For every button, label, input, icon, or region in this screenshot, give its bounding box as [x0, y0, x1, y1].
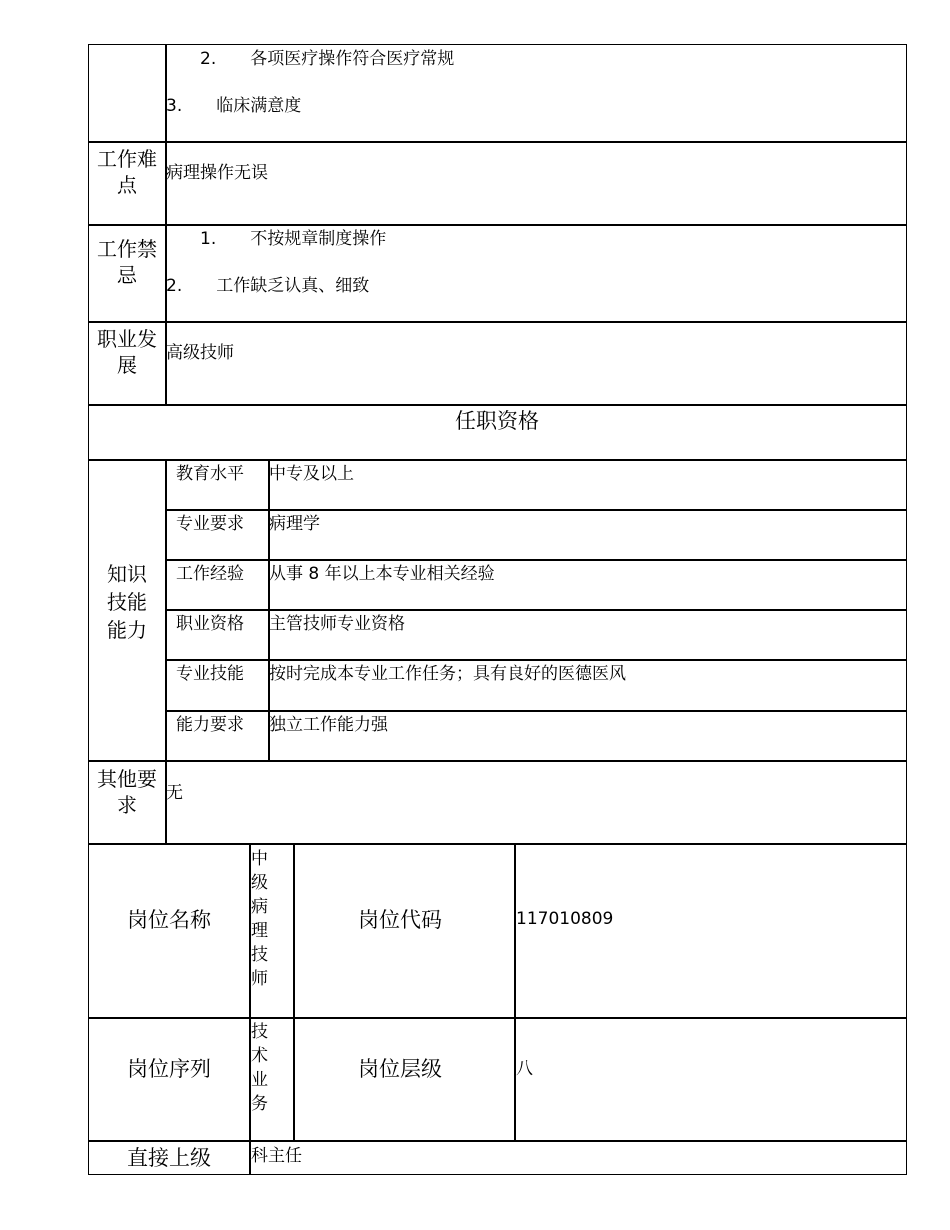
position-level-label: 岗位层级 — [358, 1057, 442, 1081]
knowledge-row-value: 独立工作能力强 — [269, 715, 388, 735]
knowledge-row-value: 从事 8 年以上本专业相关经验 — [269, 564, 495, 584]
responsibility-item-3: 3. 临床满意度 — [166, 96, 302, 116]
row-divider — [88, 1017, 907, 1019]
qualification-header: 任职资格 — [455, 409, 539, 433]
superior-value: 科主任 — [251, 1146, 302, 1166]
taboo-item-2: 2. 工作缺乏认真、细致 — [166, 276, 370, 296]
knowledge-label: 知识技能能力 — [107, 562, 147, 642]
subrow-divider — [166, 559, 907, 561]
knowledge-row-value: 按时完成本专业工作任务；具有良好的医德医风 — [269, 664, 626, 684]
career-label: 职业发展 — [97, 327, 157, 377]
subrow-divider — [166, 710, 907, 712]
knowledge-row-value: 中专及以上 — [269, 464, 354, 484]
position-level-value: 八 — [516, 1059, 533, 1079]
subrow-divider — [166, 609, 907, 611]
taboo-label: 工作禁忌 — [97, 237, 157, 287]
row-divider — [88, 321, 907, 323]
position-series-value: 技术业务 — [251, 1022, 268, 1114]
knowledge-row-value: 病理学 — [269, 514, 320, 534]
row-divider — [88, 404, 907, 406]
row-divider — [88, 459, 907, 461]
knowledge-row-name: 能力要求 — [176, 715, 244, 735]
row-divider — [88, 1140, 907, 1142]
knowledge-row-name: 专业技能 — [176, 664, 244, 684]
difficulty-label: 工作难点 — [97, 147, 157, 197]
row-divider — [88, 843, 907, 845]
knowledge-row-name: 专业要求 — [176, 514, 244, 534]
difficulty-value: 病理操作无误 — [166, 163, 268, 183]
career-value: 高级技师 — [166, 343, 234, 363]
position-code-value: 117010809 — [516, 909, 614, 929]
superior-label: 直接上级 — [127, 1146, 211, 1170]
position-column-divider — [293, 843, 295, 1141]
knowledge-row-name: 职业资格 — [176, 614, 244, 634]
position-name-value: 中级病理技师 — [251, 849, 268, 989]
knowledge-row-name: 教育水平 — [176, 464, 244, 484]
row-divider — [88, 760, 907, 762]
knowledge-row-name: 工作经验 — [176, 564, 244, 584]
responsibility-item-2: 2. 各项医疗操作符合医疗常规 — [200, 49, 455, 69]
row-divider — [88, 141, 907, 143]
position-code-label: 岗位代码 — [358, 908, 442, 932]
position-column-divider — [514, 843, 516, 1141]
other-label: 其他要求 — [97, 767, 157, 817]
position-series-label: 岗位序列 — [127, 1057, 211, 1081]
other-value: 无 — [166, 783, 183, 803]
taboo-item-1: 1. 不按规章制度操作 — [200, 229, 387, 249]
subrow-divider — [166, 509, 907, 511]
knowledge-row-value: 主管技师专业资格 — [269, 614, 405, 634]
row-divider — [88, 224, 907, 226]
position-name-label: 岗位名称 — [127, 908, 211, 932]
subrow-divider — [166, 659, 907, 661]
